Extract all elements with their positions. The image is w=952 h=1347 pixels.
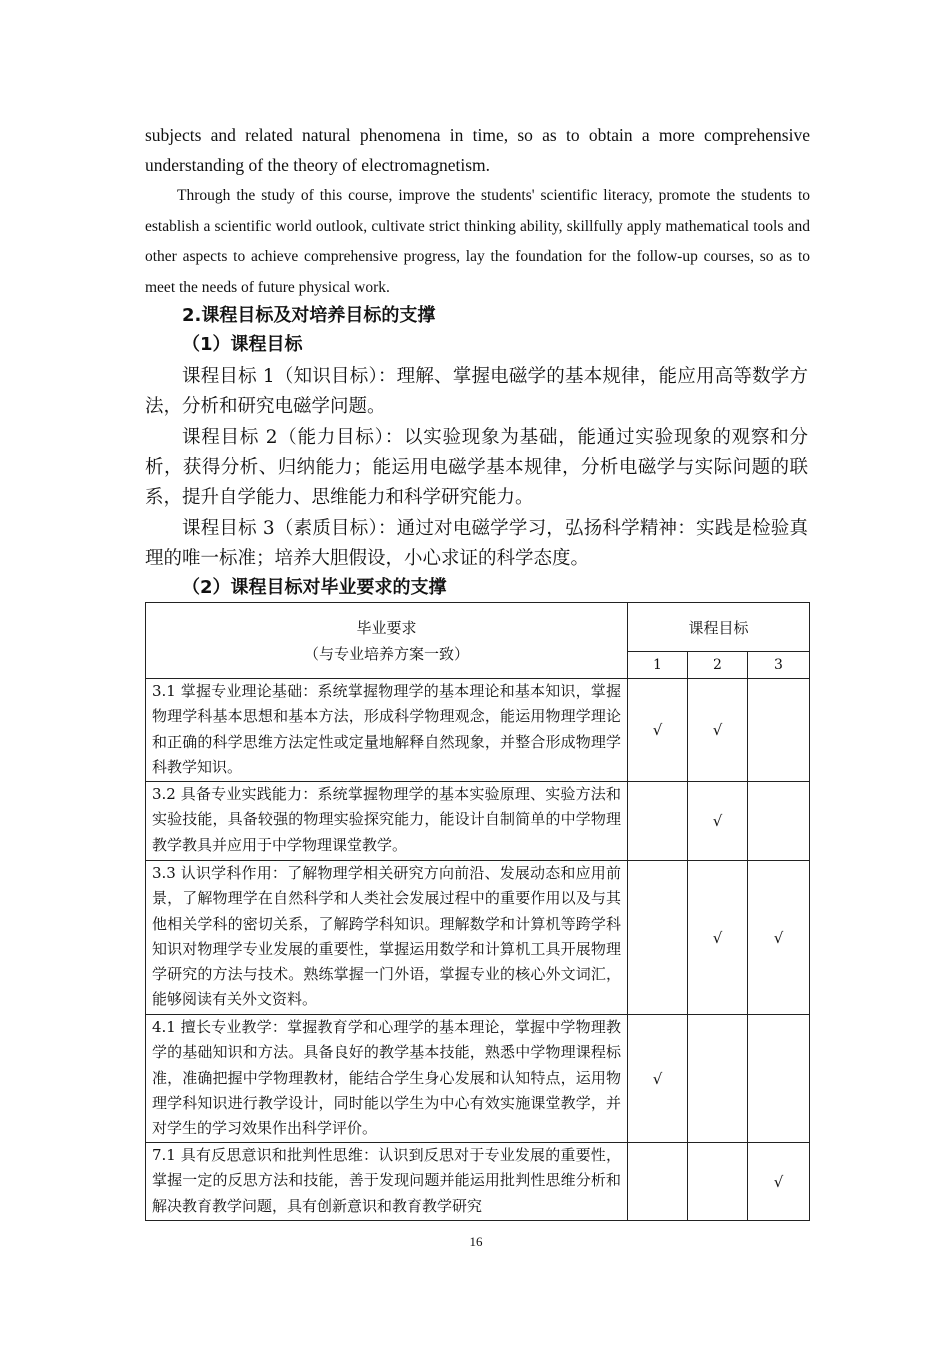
- requirement-text: 7.1 具有反思意识和批判性思维：认识到反思对于专业发展的重要性，掌握一定的反思方法和技能，善于发现问题并能运用批判性思维分析和解决教育教学问题，具有创新意识和教育教学研究: [146, 1143, 628, 1221]
- check-goal-2: √: [688, 782, 748, 861]
- check-goal-3: [748, 1015, 810, 1143]
- header-graduation-requirements: [146, 603, 628, 679]
- check-goal-1: [628, 861, 688, 1015]
- check-goal-2: √: [688, 679, 748, 782]
- course-goal-3: 课程目标 3（素质目标）：通过对电磁学学习，弘扬科学精神：实践是检验真理的唯一标准；培养大胆假设，小心求证的科学态度。: [145, 518, 808, 569]
- header-goal-1: 1: [628, 652, 688, 679]
- table-row: [146, 1143, 810, 1221]
- check-goal-1: √: [628, 1015, 688, 1143]
- table-row: [146, 861, 810, 1015]
- requirement-text: 4.1 擅长专业教学：掌握教育学和心理学的基本理论，掌握中学物理教学的基础知识和方法。具备良好的教学基本技能，熟悉中学物理课程标准，准确把握中学物理教材，能结合学生身心发展和认知特点，运用物理学科知识进行教学设计，同时能以学生为中心有效实施课堂教学，并对学生的学习效果作出科学评价。: [146, 1015, 628, 1143]
- subheading-course-goals: （1）课程目标: [182, 334, 303, 355]
- table-row: [146, 1015, 810, 1143]
- requirement-text: 3.3 认识学科作用：了解物理学相关研究方向前沿、发展动态和应用前景，了解物理学在自然科学和人类社会发展过程中的重要作用以及与其他相关学科的密切关系，了解跨学科知识。理解数学和计算机等跨学科知识对物理学专业发展的重要性，掌握运用数学和计算机工具开展物理学研究的方法与技术。熟练掌握一门外语，掌握专业的核心外文词汇，能够阅读有关外文资料。: [146, 861, 628, 1015]
- check-goal-2: [688, 1015, 748, 1143]
- english-paragraph-continued: subjects and related natural phenomena in time, so as to obtain a more comprehensive understanding of the theory of electromagnetism.: [145, 125, 810, 175]
- check-goal-1: √: [628, 679, 688, 782]
- check-goal-2: √: [688, 861, 748, 1015]
- header-goal-3: 3: [748, 652, 810, 679]
- course-goal-1: 课程目标 1（知识目标）：理解、掌握电磁学的基本规律，能应用高等数学方法，分析和研究电磁学问题。: [145, 366, 808, 417]
- header-req-line1: 毕业要求: [356, 618, 417, 637]
- check-goal-3: √: [748, 1143, 810, 1221]
- english-paragraph: Through the study of this course, improve the students' scientific literacy, promote the students to establish a scientific world outlook, cultivate strict thinking ability, skillfully apply mathematical tools and other aspects to achieve comprehensive progress, lay the foundation for the follow-up courses, so as to meet the needs of future physical work.: [145, 187, 810, 296]
- header-req-line2: （与专业培养方案一致）: [303, 644, 469, 663]
- subheading-goal-support: （2）课程目标对毕业要求的支撑: [182, 577, 447, 598]
- check-goal-3: [748, 679, 810, 782]
- requirement-text: 3.1 掌握专业理论基础：系统掌握物理学的基本理论和基本知识，掌握物理学科基本思想和基本方法，形成科学物理观念，能运用物理学理论和正确的科学思维方法定性或定量地解释自然现象，并整合形成物理学科教学知识。: [146, 679, 628, 782]
- requirements-table: [145, 602, 810, 1221]
- requirement-text: 3.2 具备专业实践能力：系统掌握物理学的基本实验原理、实验方法和实验技能，具备较强的物理实验探究能力，能设计自制简单的中学物理教学教具并应用于中学物理课堂教学。: [146, 782, 628, 861]
- check-goal-1: [628, 1143, 688, 1221]
- check-goal-3: √: [748, 861, 810, 1015]
- page-number: 16: [469, 1234, 483, 1249]
- header-goal-2: 2: [688, 652, 748, 679]
- table-row: [146, 679, 810, 782]
- check-goal-1: [628, 782, 688, 861]
- check-goal-2: [688, 1143, 748, 1221]
- course-goal-2: 课程目标 2（能力目标）：以实验现象为基础，能通过实验现象的观察和分析，获得分析、归纳能力；能运用电磁学基本规律，分析电磁学与实际问题的联系，提升自学能力、思维能力和科学研究能力。: [145, 427, 808, 508]
- check-goal-3: [748, 782, 810, 861]
- table-row: [146, 782, 810, 861]
- header-course-goals: 课程目标: [628, 603, 810, 652]
- section-heading: 2.课程目标及对培养目标的支撑: [182, 305, 436, 326]
